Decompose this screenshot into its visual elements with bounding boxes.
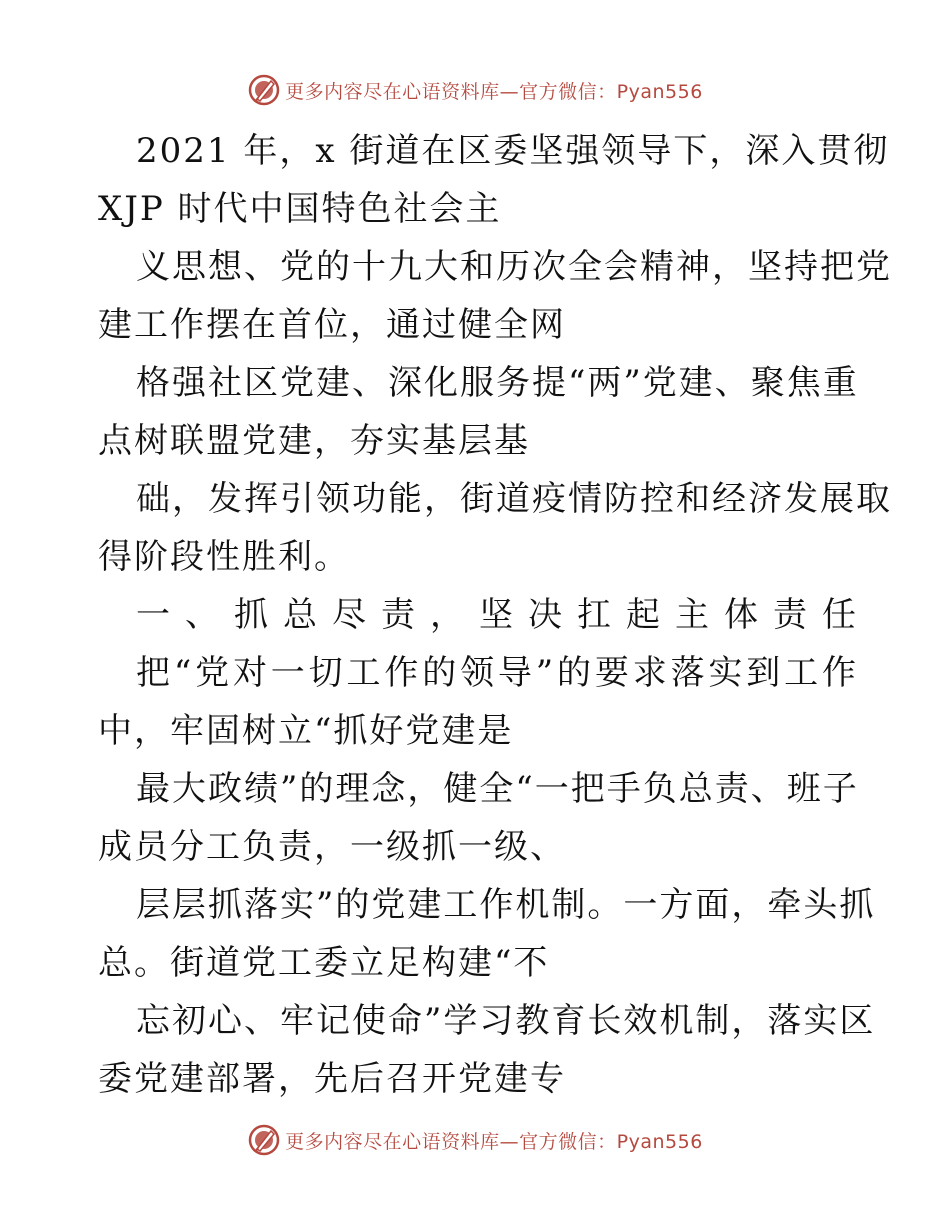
watermark-text: 更多内容尽在心语资料库—官方微信：Pyan556 xyxy=(285,80,703,103)
paragraph-line: 础，发挥引领功能，街道疫情防控和经济发展取 xyxy=(136,479,892,519)
paragraph-line: 成员分工负责，一级抓一级、 xyxy=(98,827,566,867)
paragraph-line: 最大政绩”的理念，健全“一把手负总责、班子 xyxy=(136,769,859,809)
paragraph-line: 一、抓总尽责，坚决扛起主体责任 xyxy=(136,595,858,635)
paragraph-line: 得阶段性胜利。 xyxy=(98,537,350,577)
paragraph-line: 委党建部署，先后召开党建专 xyxy=(98,1059,566,1099)
watermark-banner-top xyxy=(0,70,950,110)
paragraph-line: 点树联盟党建，夯实基层基 xyxy=(98,421,530,461)
paragraph-line: 总。街道党工委立足构建“不 xyxy=(98,943,550,983)
paragraph-line: 忘初心、牢记使命”学习教育长效机制，落实区 xyxy=(136,1001,876,1041)
paragraph-line: 层层抓落实”的党建工作机制。一方面，牵头抓 xyxy=(136,885,876,925)
paragraph-line: 中，牢固树立“抓好党建是 xyxy=(98,711,514,751)
watermark-text: 更多内容尽在心语资料库—官方微信：Pyan556 xyxy=(285,1130,703,1153)
watermark-banner-bottom xyxy=(0,1120,950,1160)
document-body xyxy=(98,122,892,1108)
paragraph-line: 义思想、党的十九大和历次全会精神，坚持把党 xyxy=(136,247,892,287)
paragraph-line: 格强社区党建、深化服务提“两”党建、聚焦重 xyxy=(136,363,859,403)
paragraph-line: 2021 年，x 街道在区委坚强领导下，深入贯彻 xyxy=(136,131,890,171)
quill-pen-seal-icon xyxy=(247,73,281,107)
quill-pen-seal-icon xyxy=(247,1123,281,1157)
paragraph-line: XJP 时代中国特色社会主 xyxy=(98,189,502,229)
paragraph-line: 把“党对一切工作的领导”的要求落实到工作 xyxy=(136,653,858,693)
paragraph-line: 建工作摆在首位，通过健全网 xyxy=(98,305,566,345)
